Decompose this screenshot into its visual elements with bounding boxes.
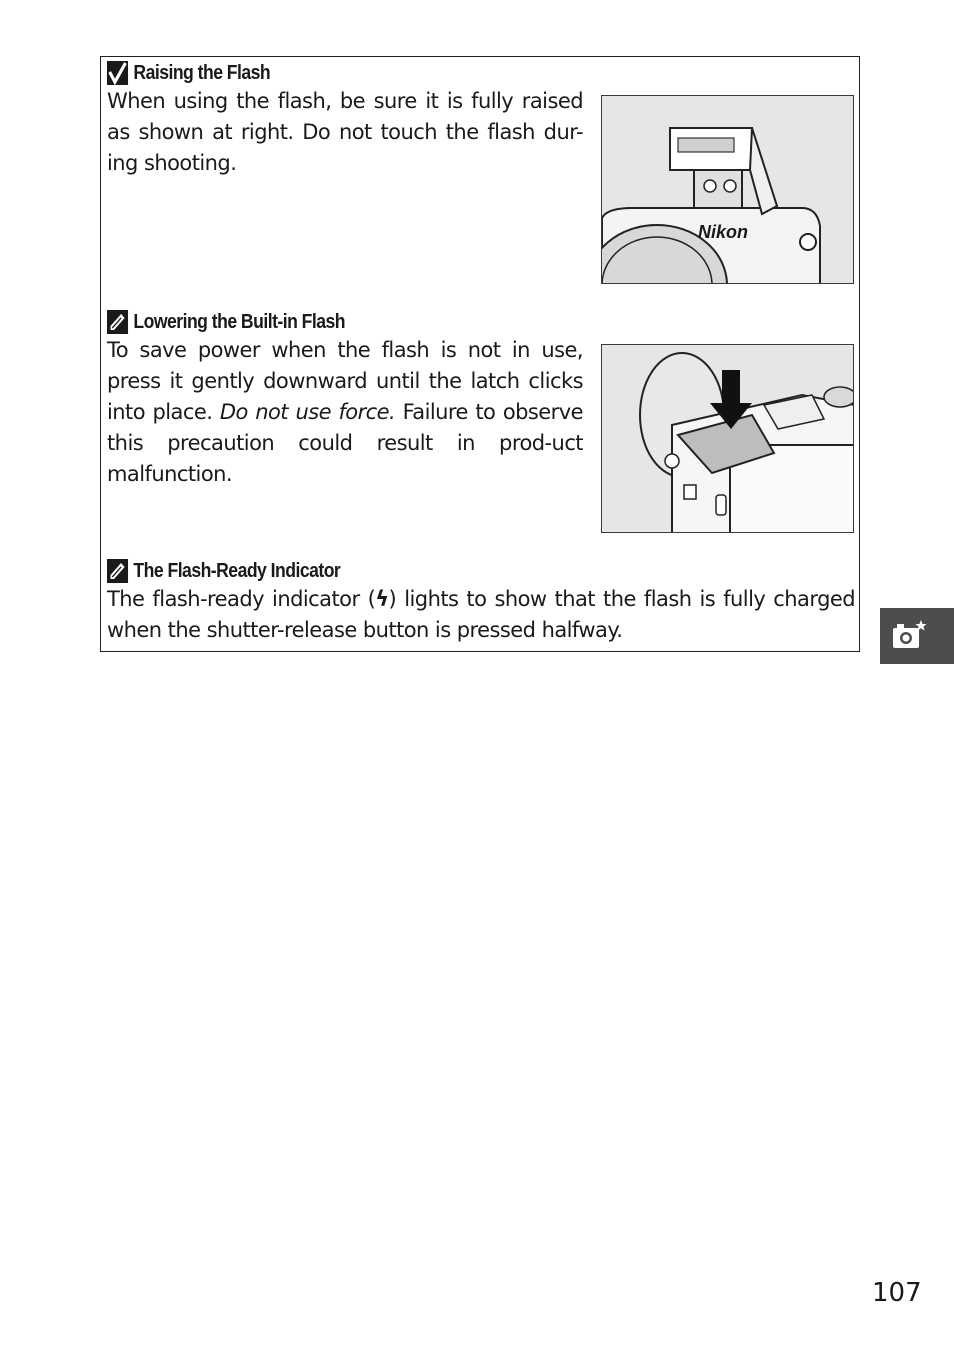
flash-lowering-photo xyxy=(601,344,854,533)
section-text: To save power when the flash is not in use, press it gently downward until the latch clicks into place. Do not use force. Failure to observe this precaution could result in prod-uct malfunction. xyxy=(107,338,583,486)
heading-text: Raising the Flash xyxy=(133,61,271,84)
section-text: The flash-ready indicator (ϟ) lights to show that the flash is fully charged when the shutter-release button is pressed halfway. xyxy=(107,587,856,642)
section-flash-ready xyxy=(107,558,855,646)
caution-check-icon xyxy=(107,61,128,85)
flash-symbol-icon: ϟ xyxy=(375,587,389,611)
pencil-note-icon xyxy=(107,559,128,583)
camera-scene-icon xyxy=(880,608,954,664)
section-text: When using the flash, be sure it is fully raised as shown at right. Do not touch the flash dur-ing shooting. xyxy=(107,89,583,175)
heading-text: Lowering the Built-in Flash xyxy=(133,310,346,333)
warning-italic: Do not use force. xyxy=(219,400,396,424)
section-heading xyxy=(107,60,765,86)
heading-text: The Flash-Ready Indicator xyxy=(133,559,341,582)
notes-box xyxy=(100,56,860,652)
section-heading xyxy=(107,558,765,584)
section-heading xyxy=(107,309,526,335)
chapter-tab[interactable] xyxy=(880,608,954,664)
flash-raised-photo xyxy=(601,95,854,284)
nikon-logo: Nikon xyxy=(698,222,749,242)
pencil-note-icon xyxy=(107,310,128,334)
page-number: 107 xyxy=(872,1278,922,1308)
section-lowering-flash xyxy=(107,309,583,490)
